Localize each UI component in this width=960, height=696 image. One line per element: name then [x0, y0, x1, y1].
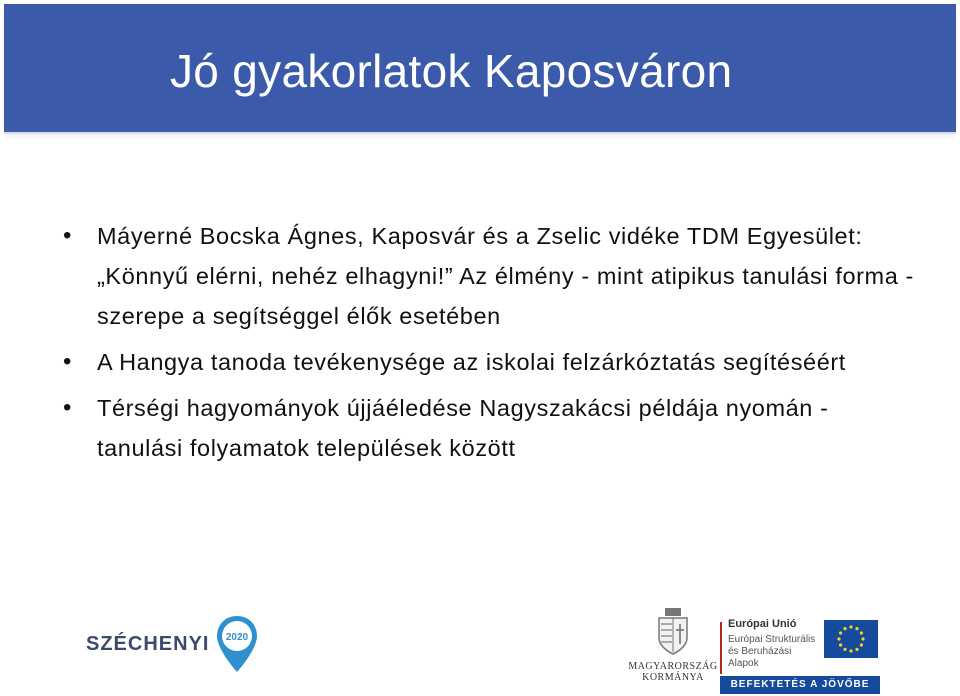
title-banner	[4, 4, 956, 132]
slide-title: Jó gyakorlatok Kaposváron	[170, 45, 733, 97]
bullet-item: • A Hangya tanoda tevékenysége az iskolai felzárkóztatás segítéséért	[97, 342, 917, 382]
coat-of-arms-icon	[655, 608, 691, 656]
eu-flag-icon	[824, 620, 878, 658]
eu-divider	[720, 622, 722, 674]
footer-logos	[0, 600, 960, 696]
eu-subtitle: Európai Strukturális és Beruházási Alapok	[728, 634, 816, 669]
bullet-item: • Máyerné Bocska Ágnes, Kaposvár és a Zselic vidéke TDM Egyesület: „Könnyű elérni, nehéz elhagyni!” Az élmény - mint atipikus tanulási forma - szerepe a segítséggel élők esetében	[97, 216, 917, 336]
szechenyi-logo	[86, 620, 259, 668]
bullet-item: • Térségi hagyományok újjáéledése Nagyszakácsi példája nyomán - tanulási folyamatok települések között	[97, 388, 917, 468]
szechenyi-logo-text: SZÉCHENYI	[86, 632, 210, 655]
hungary-government-logo	[628, 608, 718, 694]
gov-line-2: KORMÁNYA	[642, 672, 704, 683]
eu-slogan: BEFEKTETÉS A JÖVŐBE	[720, 676, 880, 694]
eu-funding-logo	[720, 618, 880, 692]
map-pin-icon	[215, 614, 259, 674]
gov-line-1: MAGYARORSZÁG	[628, 661, 718, 672]
szechenyi-year: 2020	[226, 632, 249, 643]
bullet-list	[97, 216, 917, 474]
eu-title: Európai Unió	[728, 618, 797, 630]
